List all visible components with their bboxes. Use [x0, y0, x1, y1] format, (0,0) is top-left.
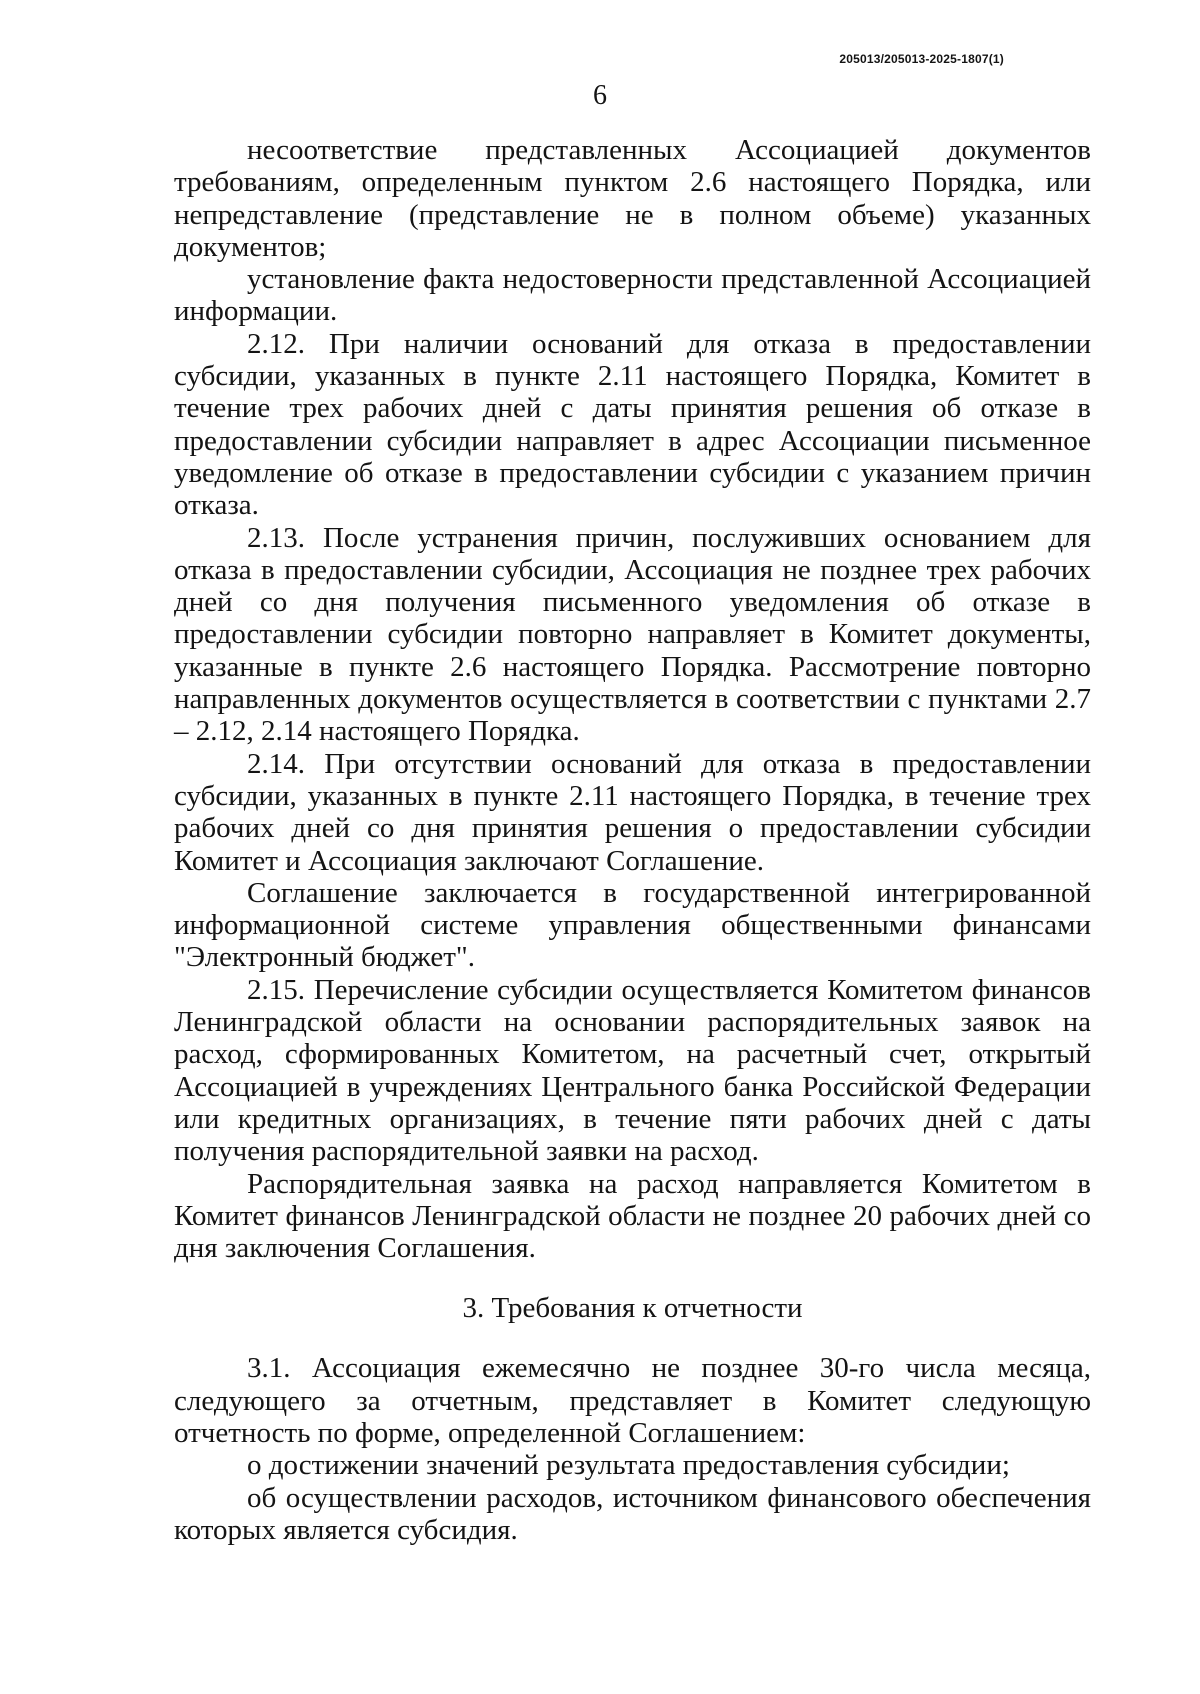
- paragraph: 2.15. Перечисление субсидии осуществляется Комитетом финансов Ленинградской области на основании распорядительных заявок на расход, сформированных Комитетом, на расчетный счет, открытый Ассоциацией в учреждениях Центрального банка Российской Федерации или кредитных организациях, в течение пяти рабочих дней с даты получения распорядительной заявки на расход.: [174, 973, 1091, 1168]
- paragraph: о достижении значений результата предоставления субсидии;: [247, 1449, 1010, 1482]
- paragraph: об осуществлении расходов, источником финансового обеспечения которых является субсидия.: [174, 1481, 1091, 1546]
- paragraph: 2.13. После устранения причин, послуживших основанием для отказа в предоставлении субсидии, Ассоциация не позднее трех рабочих дней со дня получения письменного уведомления об отказе в предоставлении субсидии повторно направляет в Комитет документы, указанные в пункте 2.6 настоящего Порядка. Рассмотрение повторно направленных документов осуществляется в соответствии с пунктами 2.7 – 2.12, 2.14 настоящего Порядка.: [174, 521, 1091, 748]
- paragraph: установление факта недостоверности представленной Ассоциацией информации.: [174, 263, 1091, 328]
- document-body: [174, 134, 1091, 1546]
- page-number: 6: [593, 80, 607, 111]
- paragraph: 3.1. Ассоциация ежемесячно не позднее 30-го числа месяца, следующего за отчетным, представляет в Комитет следующую отчетность по форме, определенной Соглашением:: [174, 1352, 1091, 1449]
- paragraph: 2.12. При наличии оснований для отказа в предоставлении субсидии, указанных в пункте 2.11 настоящего Порядка, Комитет в течение трех рабочих дней с даты принятия решения об отказе в предоставлении субсидии направляет в адрес Ассоциации письменное уведомление об отказе в предоставлении субсидии с указанием причин отказа.: [174, 327, 1091, 522]
- paragraph: несоответствие представленных Ассоциацией документов требованиям, определенным пунктом 2.6 настоящего Порядка, или непредставление (представление не в полном объеме) указанных документов;: [174, 134, 1091, 263]
- paragraph: Соглашение заключается в государственной интегрированной информационной системе управления общественными финансами "Электронный бюджет".: [174, 876, 1091, 974]
- section-heading: 3. Требования к отчетности: [462, 1292, 803, 1325]
- paragraph: Распорядительная заявка на расход направляется Комитетом в Комитет финансов Ленинградской области не позднее 20 рабочих дней со дня заключения Соглашения.: [174, 1167, 1091, 1265]
- paragraph: 2.14. При отсутствии оснований для отказа в предоставлении субсидии, указанных в пункте 2.11 настоящего Порядка, в течение трех рабочих дней со дня принятия решения о предоставлении субсидии Комитет и Ассоциация заключают Соглашение.: [174, 747, 1091, 877]
- document-id: 205013/205013-2025-1807(1): [839, 52, 1004, 66]
